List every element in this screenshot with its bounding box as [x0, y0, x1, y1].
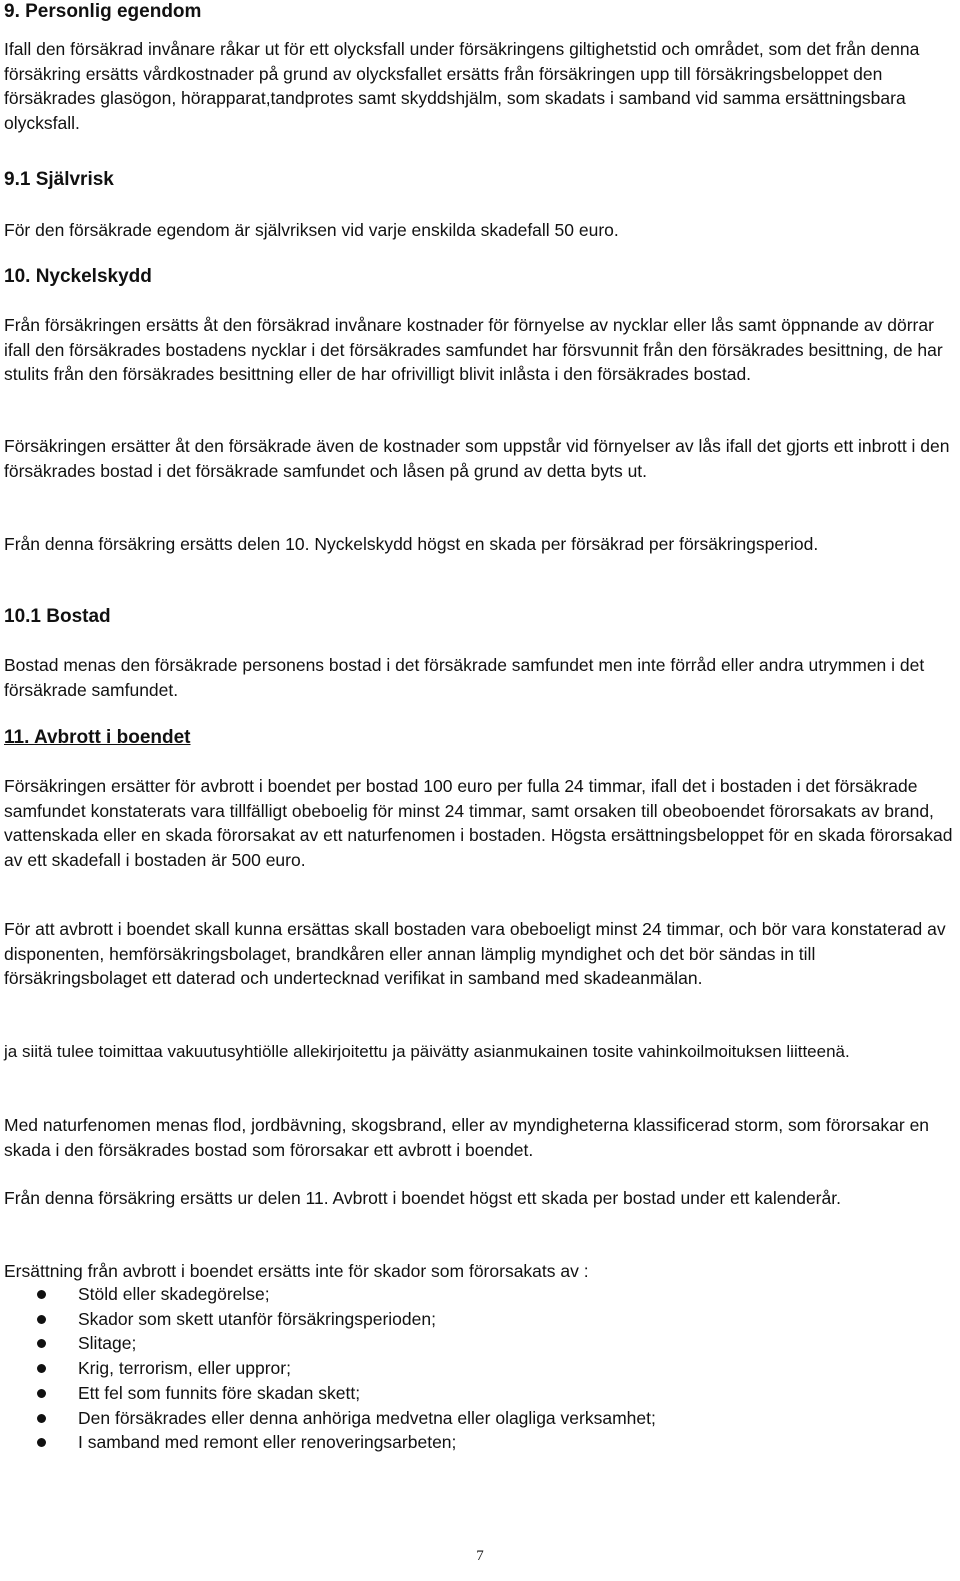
section-11-paragraph-3: ja siitä tulee toimittaa vakuutusyhtiölle allekirjoitettu ja päivätty asianmukainen tosite vahinkoilmoituksen liitteenä.: [4, 1042, 850, 1061]
list-item-text: Skador som skett utanför försäkringsperioden;: [78, 1308, 436, 1329]
section-10-1-heading: 10.1 Bostad: [4, 606, 111, 627]
bullet-icon: [37, 1290, 46, 1299]
section-11-paragraph-5: Från denna försäkring ersätts ur delen 11. Avbrott i boendet högst ett skada per bostad under ett kalenderår.: [4, 1188, 841, 1208]
section-10-paragraph-1: Från försäkringen ersätts åt den försäkrad invånare kostnader för förnyelse av nycklar eller lås samt öppnande av dörrar ifall den försäkrades bostadens nycklar i det försäkrades samfundet har försvunnit från den försäkrades besittning, de har stulits från den försäkrades besittning eller de har ofrivilligt blivit inlåsta i den försäkrades bostad.: [4, 315, 943, 385]
section-9-body: Ifall den försäkrad invånare råkar ut för ett olycksfall under försäkringens giltighetstid och området, som det från denna försäkring ersätts vårdkostnader på grund av olycksfallet ersätts från försäkringen upp till försäkringsbeloppet den försäkrades glasögon, hörapparat,tandprotes samt skyddshjälm, som skadats i samband vid samma ersättningsbara olycksfall.: [4, 39, 920, 133]
list-item: [4, 1331, 904, 1356]
list-item-text: Slitage;: [78, 1333, 137, 1354]
bullet-icon: [37, 1339, 46, 1348]
bullet-icon: [37, 1364, 46, 1373]
section-10-paragraph-3: Från denna försäkring ersätts delen 10. Nyckelskydd högst en skada per försäkrad per försäkringsperiod.: [4, 534, 819, 554]
list-item: [4, 1381, 904, 1406]
page-number: 7: [476, 1548, 484, 1564]
section-9-1-body: För den försäkrade egendom är självriksen vid varje enskilda skadefall 50 euro.: [4, 220, 619, 240]
bullet-icon: [37, 1414, 46, 1423]
list-item: [4, 1406, 904, 1431]
section-11-heading: 11. Avbrott i boendet: [4, 727, 191, 748]
section-11-paragraph-6: Ersättning från avbrott i boendet ersätts inte för skador som förorsakats av :: [4, 1261, 589, 1281]
list-item-text: I samband med remont eller renoveringsarbeten;: [78, 1432, 457, 1453]
list-item: [4, 1282, 904, 1307]
section-9-heading: 9. Personlig egendom: [4, 1, 202, 22]
section-11-paragraph-1: Försäkringen ersätter för avbrott i boendet per bostad 100 euro per fulla 24 timmar, ifall det i bostaden i det försäkrade samfundet konstaterats vara tillfälligt obeboelig för minst 24 timmar, samt orsaken till obeoboendet förorsakats av brand, vattenskada eller en skada förorsakat av ett naturfenomen i bostaden. Högsta ersättningsbeloppet för en skada förorsakad av ett skadefall i bostaden är 500 euro.: [4, 776, 953, 870]
list-item-text: Krig, terrorism, eller uppror;: [78, 1358, 291, 1379]
list-item-text: Stöld eller skadegörelse;: [78, 1284, 270, 1304]
list-item: [4, 1430, 904, 1455]
section-10-1-body: Bostad menas den försäkrade personens bostad i det försäkrade samfundet men inte förråd eller andra utrymmen i det försäkrade samfundet.: [4, 655, 925, 700]
section-10-paragraph-2: Försäkringen ersätter åt den försäkrade även de kostnader som uppstår vid förnyelser av lås ifall det gjorts ett inbrott i den försäkrades bostad i det försäkrade samfundet och låsen på grund av detta byts ut.: [4, 436, 950, 481]
section-11-paragraph-2: För att avbrott i boendet skall kunna ersättas skall bostaden vara obeboeligt minst 24 timmar, och bör vara konstaterad av disponenten, hemförsäkringsbolaget, brandkåren eller annan lämplig myndighet och det bör sändas in till försäkringsbolaget ett daterad och undertecknad verifikat in samband med skadeanmälan.: [4, 919, 946, 989]
section-11-paragraph-4: Med naturfenomen menas flod, jordbävning, skogsbrand, eller av myndigheterna klassificerad storm, som förorsakar en skada i den försäkrades bostad som förorsakar ett avbrott i boendet.: [4, 1115, 930, 1160]
section-10-heading: 10. Nyckelskydd: [4, 266, 152, 287]
exclusion-list: [4, 1282, 904, 1455]
bullet-icon: [37, 1389, 46, 1398]
list-item: [4, 1356, 904, 1381]
bullet-icon: [37, 1315, 46, 1324]
section-9-1-heading: 9.1 Självrisk: [4, 169, 114, 190]
bullet-icon: [37, 1438, 46, 1447]
list-item-text: Ett fel som funnits före skadan skett;: [78, 1382, 361, 1403]
list-item: [4, 1307, 904, 1332]
list-item-text: Den försäkrades eller denna anhöriga medvetna eller olagliga verksamhet;: [78, 1407, 656, 1428]
